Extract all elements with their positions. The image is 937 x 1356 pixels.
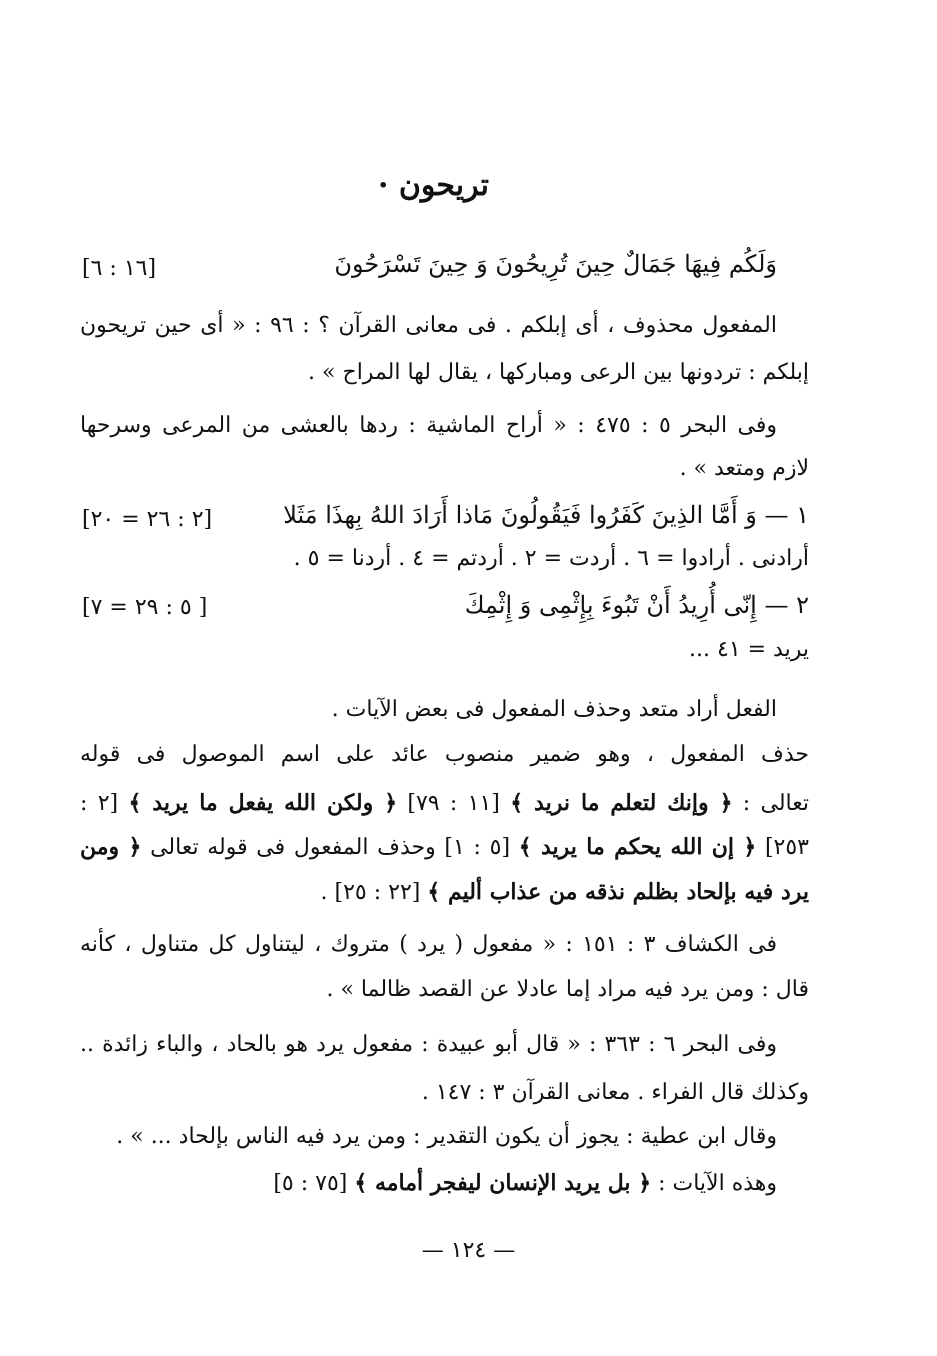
word-counts: أرادنى . أرادوا = ٦ . أردت = ٢ . أردتم = ٤ . أردنا = ٥ .	[293, 546, 809, 571]
quran-quote: يرد فيه بإلحاد بظلم نذقه من عذاب أليم ﴾	[427, 879, 809, 905]
paragraph-line: المفعول محذوف ، أى إبلكم . فى معانى القرآن ؟ : ٩٦ : « أى حين تريحون	[80, 313, 777, 338]
quran-quote: ﴿ ومن	[80, 834, 142, 860]
paragraph-line: وقال ابن عطية : يجوز أن يكون التقدير : ومن يرد فيه الناس بإلحاد ... » .	[116, 1124, 777, 1149]
verse-line: ١ — وَ أَمَّا الذِينَ كَفَرُوا فَيَقُولُونَ مَاذا أَرَادَ اللهُ بِهذَا مَثَلا	[283, 501, 809, 529]
verse-line: ٢ — إِنّى أُرِيدُ أَنْ تَبُوءَ بِإِثْمِى وَ إِثْمِكَ	[464, 591, 809, 619]
verse-reference: [٧٥ : ٥]	[273, 1171, 348, 1196]
paragraph-line	[273, 1163, 777, 1204]
paragraph-line: إبلكم : تردونها بين الرعى ومباركها ، يقال لها المراح » .	[308, 360, 809, 385]
paragraph-line: وفى البحر ٥ : ٤٧٥ : « أراح الماشية : ردها بالعشى من المرعى وسرحها	[80, 413, 778, 438]
paragraph-line	[80, 783, 809, 824]
verse-reference: [٢ :	[80, 791, 119, 816]
verse-reference: [٢٢ : ٢٥] .	[320, 880, 421, 905]
paragraph-line	[80, 827, 809, 868]
verse-reference: [٢ : ٢٦ = ٢٠]	[82, 507, 213, 532]
quran-quote: ﴿ بل يريد الإنسان ليفجر أمامه ﴾	[354, 1170, 652, 1196]
verse-line: وَلَكُم فِيهَا جَمَالٌ حِينَ تُرِيحُونَ وَ حِينَ تَسْرَحُونَ	[334, 250, 777, 278]
text-fragment: تعالى :	[732, 791, 809, 816]
quran-quote: ﴿ وإنك لتعلم ما نريد ﴾	[510, 790, 733, 816]
paragraph-line	[321, 872, 809, 913]
text-fragment: وهذه الآيات :	[651, 1171, 777, 1196]
paragraph-line: قال : ومن يرد فيه مراد إما عادلا عن القصد ظالما » .	[326, 977, 809, 1002]
quran-quote: ﴿ ولكن الله يفعل ما يريد ﴾	[128, 790, 398, 816]
verse-reference: [١٦ : ٦]	[82, 256, 157, 281]
paragraph-line: لازم ومتعد » .	[679, 456, 809, 481]
word-counts: يريد = ٤١ ...	[689, 637, 809, 662]
verse-reference: [٥ : ٢٩ = ٧ ]	[82, 595, 208, 620]
paragraph-line: فى الكشاف ٣ : ١٥١ : « مفعول ( يرد ) متروك ، ليتناول كل متناول ، كأنه	[80, 932, 777, 957]
paragraph-line: الفعل أراد متعد وحذف المفعول فى بعض الآيات .	[331, 697, 777, 722]
text-fragment: [٥ : ١] وحذف المفعول فى قوله تعالى	[141, 835, 511, 860]
paragraph-line: حذف المفعول ، وهو ضمير منصوب عائد على اسم الموصول فى قوله	[80, 742, 809, 767]
paragraph-line: وكذلك قال الفراء . معانى القرآن ٣ : ١٤٧ .	[421, 1080, 809, 1105]
paragraph-line: وفى البحر ٦ : ٣٦٣ : « قال أبو عبيدة : مفعول يرد هو بالحاد ، والباء زائدة ..	[80, 1032, 777, 1057]
section-heading: تريحون ·	[377, 168, 489, 203]
verse-reference: [١١ : ٧٩]	[397, 791, 500, 816]
page-number: — ١٢٤ —	[421, 1238, 516, 1263]
quran-quote: ﴿ إن الله يحكم ما يريد ﴾	[518, 834, 757, 860]
verse-reference: ٢٥٣]	[756, 835, 809, 860]
